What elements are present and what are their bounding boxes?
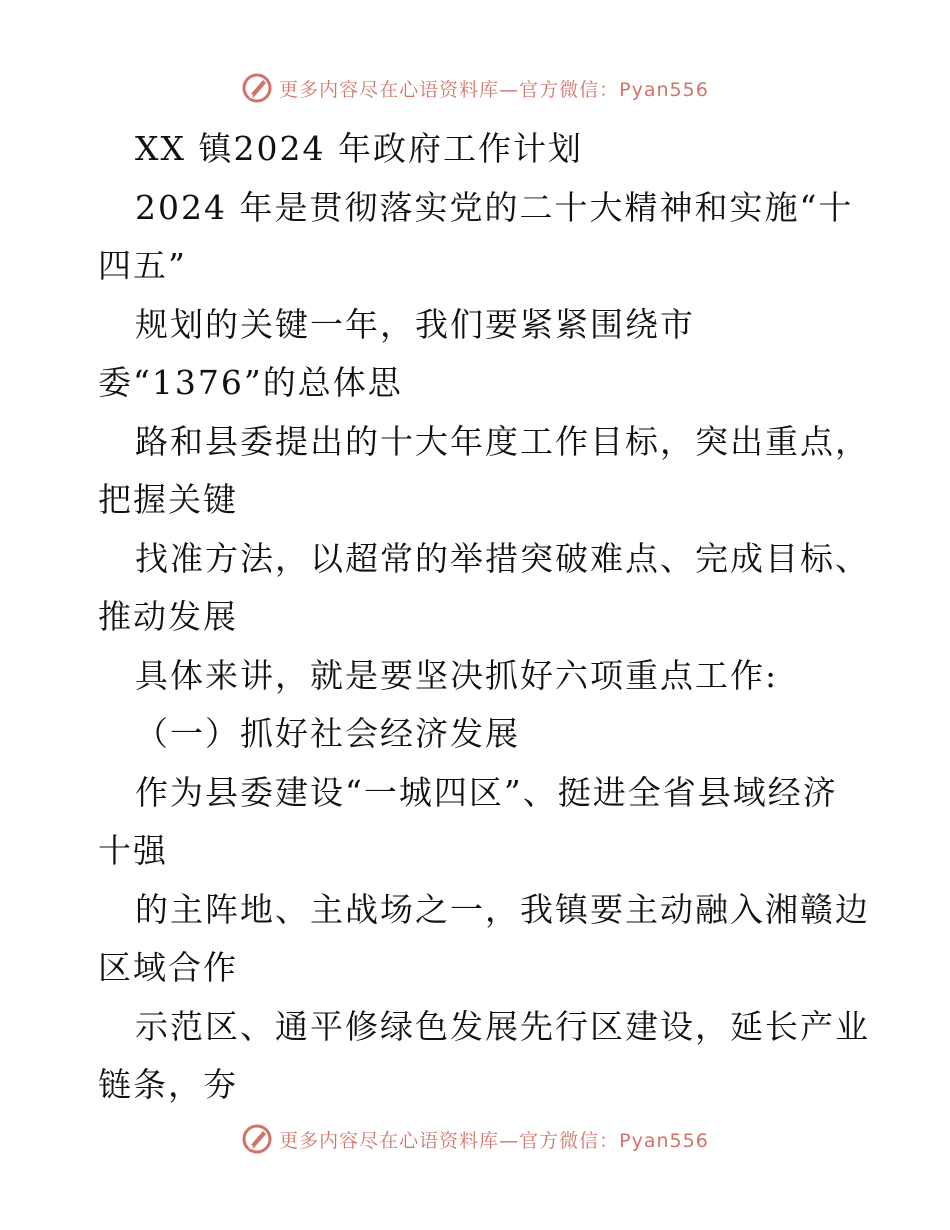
document-line: （一）抓好社会经济发展: [135, 714, 520, 753]
document-body: [98, 120, 870, 1115]
watermark-header: [0, 72, 950, 104]
document-line: 四五”: [98, 246, 187, 285]
document-line: 链条，夯: [98, 1065, 238, 1104]
document-line: 示范区、通平修绿色发展先行区建设，延长产业: [135, 1006, 870, 1046]
document-line: 2024 年是贯彻落实党的二十大精神和实施“十: [135, 187, 854, 227]
document-line: 把握关键: [98, 480, 238, 519]
watermark-footer: [0, 1123, 950, 1155]
document-line: 区域合作: [98, 948, 238, 987]
pen-logo-icon: [241, 1123, 273, 1155]
pen-logo-icon: [241, 72, 273, 104]
document-line: 具体来讲，就是要坚决抓好六项重点工作:: [135, 655, 779, 695]
watermark-text: 更多内容尽在心语资料库—官方微信：Pyan556: [279, 1129, 709, 1152]
document-line: 的主阵地、主战场之一，我镇要主动融入湘赣边: [135, 889, 870, 929]
watermark-text: 更多内容尽在心语资料库—官方微信：Pyan556: [279, 78, 709, 101]
document-line: 十强: [98, 831, 168, 870]
document-line: 找准方法，以超常的举措突破难点、完成目标、: [135, 538, 870, 578]
document-line: 作为县委建设“一城四区”、挺进全省县域经济: [135, 772, 838, 812]
document-line: 路和县委提出的十大年度工作目标，突出重点，: [135, 421, 870, 461]
document-line: 推动发展: [98, 597, 238, 636]
document-line: 委“1376”的总体思: [98, 363, 403, 402]
document-line: 规划的关键一年，我们要紧紧围绕市: [135, 304, 695, 344]
document-line: XX 镇2024 年政府工作计划: [135, 129, 583, 168]
